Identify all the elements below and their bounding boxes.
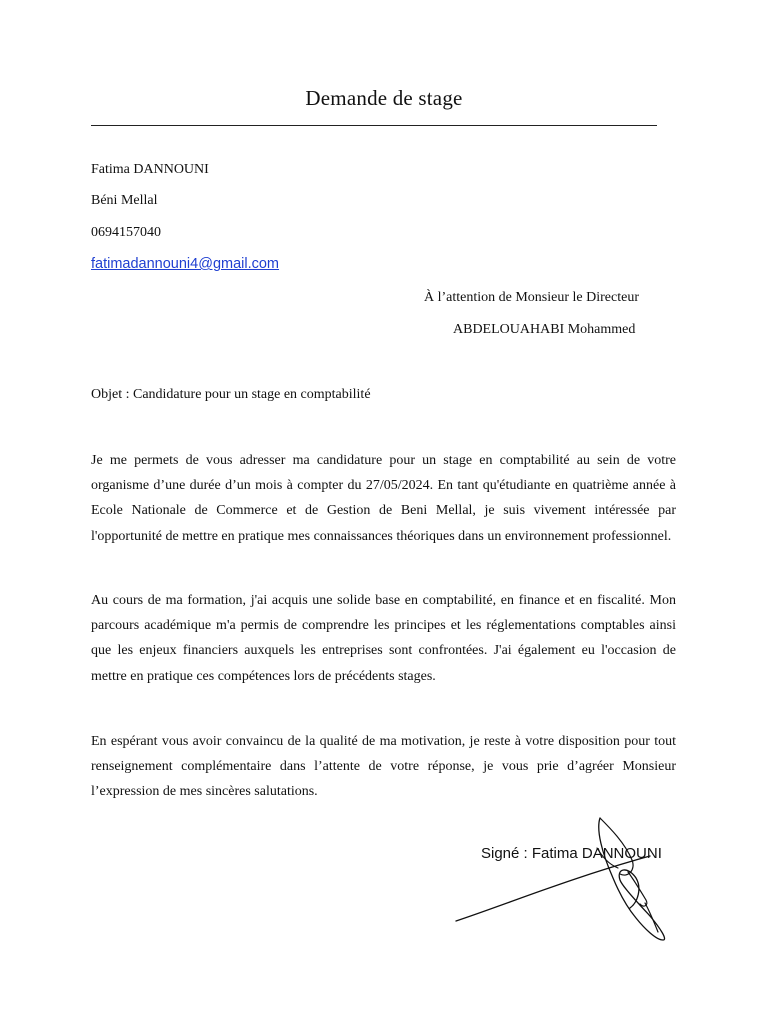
recipient-line-1: À l’attention de Monsieur le Directeur <box>424 290 639 305</box>
sender-phone: 0694157040 <box>91 225 161 240</box>
page-title: Demande de stage <box>305 86 463 110</box>
body-paragraph-2: Au cours de ma formation, j'ai acquis une solide base en comptabilité, en finance et en fiscalité. Mon parcours académique m'a permis de comprendre les principes et les réglementations comptables ainsi que les enjeux financiers auxquels les entreprises sont confrontées. J'ai également eu l'occasion de mettre en pratique ces compétences lors de précédents stages. <box>91 593 676 684</box>
sender-name: Fatima DANNOUNI <box>91 162 209 177</box>
signature-label: Signé : Fatima DANNOUNI <box>481 845 662 862</box>
body-paragraph-1: Je me permets de vous adresser ma candidature pour un stage en comptabilité au sein de votre organisme d’une durée d’un mois à compter du 27/05/2024. En tant qu'étudiante en quatrième année à Ecole Nationale de Commerce et de Gestion de Beni Mellal, je suis vivement intéressée par l'opportunité de mettre en pratique mes connaissances théoriques dans un environnement professionnel. <box>91 453 676 544</box>
sender-email-link[interactable]: fatimadannouni4@gmail.com <box>91 256 280 272</box>
title-divider <box>91 125 657 126</box>
subject-line: Objet : Candidature pour un stage en comptabilité <box>91 387 371 402</box>
recipient-line-2: ABDELOUAHABI Mohammed <box>453 322 636 337</box>
handwritten-signature <box>450 808 680 948</box>
body-paragraph-3: En espérant vous avoir convaincu de la qualité de ma motivation, je reste à votre disposition pour tout renseignement complémentaire dans l’attente de votre réponse, je vous prie d’agréer Monsieur l’expression de mes sincères salutations. <box>91 734 676 800</box>
sender-city: Béni Mellal <box>91 193 158 208</box>
